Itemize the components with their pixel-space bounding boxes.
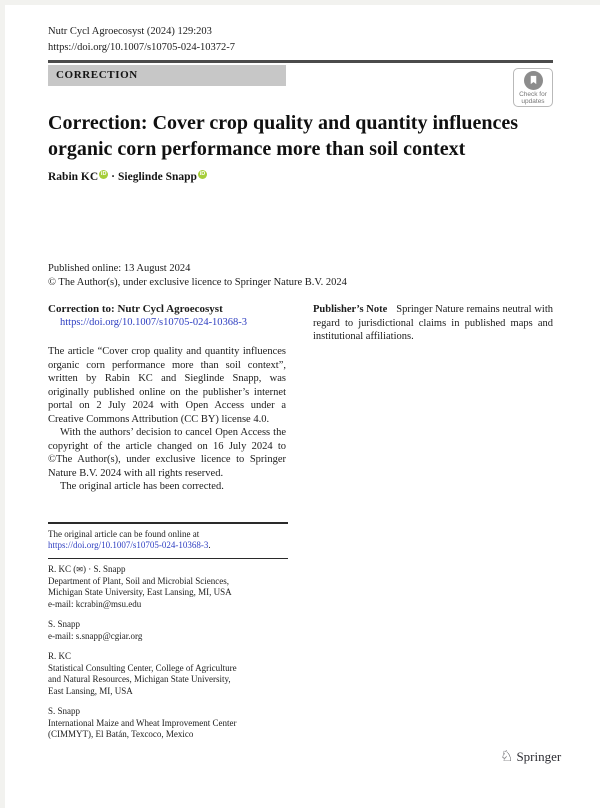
affiliation-line: Michigan State University, East Lansing, MI, USA: [48, 587, 232, 597]
left-column: [48, 303, 286, 494]
footnote-rule: [48, 558, 288, 560]
correction-paragraph-3: The original article has been corrected.: [60, 481, 224, 492]
author-separator: ·: [111, 170, 116, 183]
affiliation-line: Statistical Consulting Center, College of Agriculture: [48, 662, 237, 673]
affiliation-email: e-mail: s.snapp@cgiar.org: [48, 630, 143, 641]
affiliation-group-3: [48, 651, 288, 697]
original-article-note: The original article can be found online at https://doi.org/10.1007/s10705-024-10368-3.: [48, 528, 211, 550]
publishers-note-text: Springer Nature remains neutral with regard to jurisdictional claims in published maps and institutional affiliations.: [313, 304, 553, 342]
affiliation-authors: R. KC (✉) · S. Snapp: [48, 564, 126, 574]
springer-wordmark: Springer: [516, 749, 562, 764]
check-for-updates-button[interactable]: [513, 68, 553, 107]
bookmark-glyph: [528, 75, 539, 86]
affiliation-email: e-mail: kcrabin@msu.edu: [48, 598, 142, 609]
springer-knight-icon: ♘: [500, 748, 514, 765]
affiliation-line: International Maize and Wheat Improvement Center: [48, 717, 237, 728]
springer-logo: [500, 749, 561, 765]
title-line-1: Correction: Cover crop quality and quantity influences: [48, 112, 519, 134]
check-updates-label: Check for updates: [519, 91, 547, 105]
orcid-icon[interactable]: iD: [100, 171, 107, 177]
corrected-article-doi-link[interactable]: https://doi.org/10.1007/s10705-024-10368-3: [60, 317, 248, 328]
author-list: [48, 170, 207, 183]
affiliation-group-1: [48, 564, 288, 610]
envelope-icon: ✉: [76, 565, 83, 574]
published-online: Published online: 13 August 2024: [48, 263, 191, 274]
right-column: [313, 303, 553, 344]
publishers-note: [313, 303, 553, 344]
journal-header: [48, 24, 235, 56]
affiliation-authors: S. Snapp: [48, 706, 81, 716]
author-name-1: Rabin KC: [48, 170, 99, 183]
affiliation-line: (CIMMYT), El Batán, Texcoco, Mexico: [48, 729, 194, 739]
footnote-rule: [48, 522, 288, 524]
affiliation-group-4: [48, 706, 288, 741]
header-rule: [48, 60, 553, 63]
section-banner: CORRECTION: [48, 65, 286, 86]
affiliation-authors: S. Snapp: [48, 619, 81, 629]
author-name-2: Sieglinde Snapp: [118, 170, 197, 183]
crossmark-icon: [524, 71, 543, 90]
affiliation-line: Department of Plant, Soil and Microbial Sciences,: [48, 575, 229, 586]
footnote-block: [48, 522, 288, 750]
original-article-link[interactable]: https://doi.org/10.1007/s10705-024-10368-3: [48, 540, 209, 550]
article-doi: https://doi.org/10.1007/s10705-024-10372-7: [48, 42, 236, 53]
publishers-note-label: Publisher’s Note: [313, 304, 388, 315]
publication-info: [48, 262, 347, 290]
page-edge-left: [0, 0, 5, 808]
page-edge-top: [0, 0, 600, 5]
title-line-2: organic corn performance more than soil context: [48, 138, 466, 160]
orcid-icon[interactable]: iD: [199, 171, 206, 177]
affiliation-group-2: [48, 619, 288, 642]
journal-reference: Nutr Cycl Agroecosyst (2024) 129:203: [48, 26, 212, 37]
correction-paragraph-1: The article “Cover crop quality and quantity influences organic corn performance more than soil context”, written by Rabin KC and Sieglinde Snapp, was originally published online on the publisher’s internet portal on 2 July 2024 with Open Access under a Creative Commons Attribution (CC BY) license 4.0.: [48, 346, 286, 425]
correction-to-heading: Correction to: Nutr Cycl Agroecosyst: [48, 303, 223, 315]
correction-paragraph-2: With the authors’ decision to cancel Open Access the copyright of the article changed on 16 July 2024 to ©The Author(s), under exclusive licence to Springer Nature B.V. 2024 with all rights reserved.: [48, 427, 286, 479]
affiliation-authors: R. KC: [48, 651, 72, 661]
copyright-line: © The Author(s), under exclusive licence to Springer Nature B.V. 2024: [48, 277, 347, 288]
article-title: [48, 110, 553, 162]
affiliation-line: East Lansing, MI, USA: [48, 685, 133, 696]
affiliation-line: and Natural Resources, Michigan State University,: [48, 674, 231, 684]
